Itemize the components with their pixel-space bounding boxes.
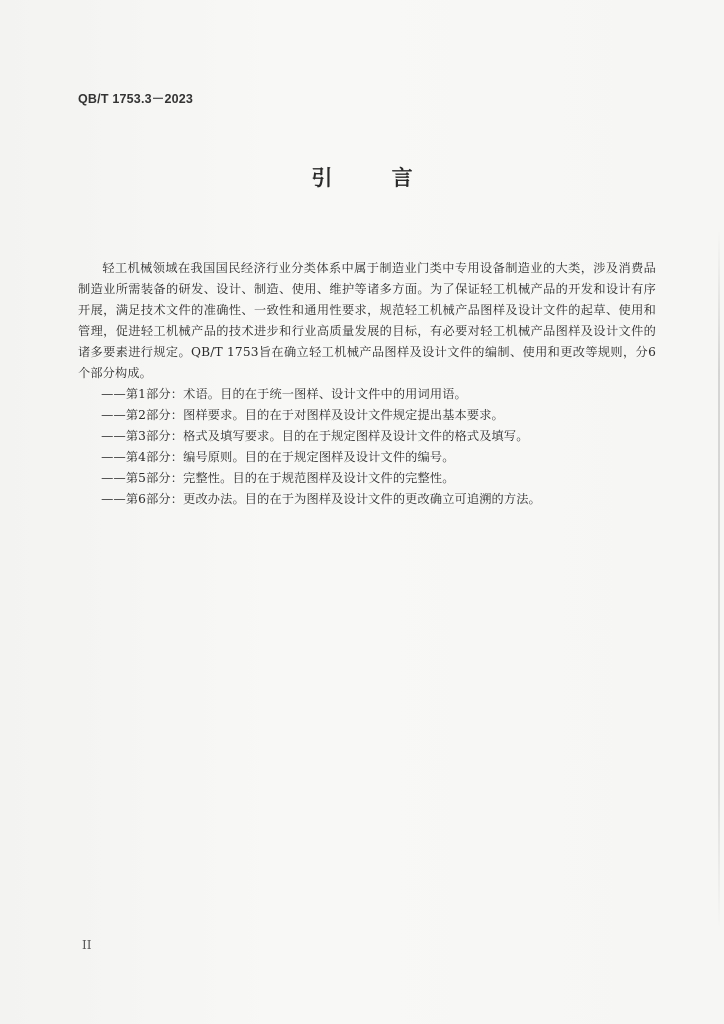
scan-edge-shadow [718, 230, 720, 930]
list-item-part-1: ——第1部分：术语。目的在于统一图样、设计文件中的用词用语。 [101, 387, 467, 401]
intro-body [78, 258, 656, 510]
list-item-part-5: ——第5部分：完整性。目的在于规范图样及设计文件的完整性。 [101, 471, 455, 485]
parts-list [78, 384, 656, 510]
intro-paragraph: 轻工机械领域在我国国民经济行业分类体系中属于制造业门类中专用设备制造业的大类，涉及消费品制造业所需装备的研发、设计、制造、使用、维护等诸多方面。为了保证轻工机械产品的开发和设计有序开展，满足技术文件的准确性、一致性和通用性要求，规范轻工机械产品图样及设计文件的起草、使用和管理，促进轻工机械产品的技术进步和行业高质量发展的目标，有必要对轻工机械产品图样及设计文件的诸多要素进行规定。QB/T 1753旨在确立轻工机械产品图样及设计文件的编制、使用和更改等规则，分6个部分构成。 [78, 261, 656, 380]
section-title: 引 言 [311, 166, 439, 190]
page-number: II [82, 938, 92, 952]
list-item-part-3: ——第3部分：格式及填写要求。目的在于规定图样及设计文件的格式及填写。 [101, 429, 529, 443]
list-item-part-4: ——第4部分：编号原则。目的在于规定图样及设计文件的编号。 [101, 450, 455, 464]
list-item-part-2: ——第2部分：图样要求。目的在于对图样及设计文件规定提出基本要求。 [101, 408, 504, 422]
standard-code: QB/T 1753.3－2023 [78, 92, 194, 106]
list-item-part-6: ——第6部分：更改办法。目的在于为图样及设计文件的更改确立可追溯的方法。 [101, 492, 541, 506]
